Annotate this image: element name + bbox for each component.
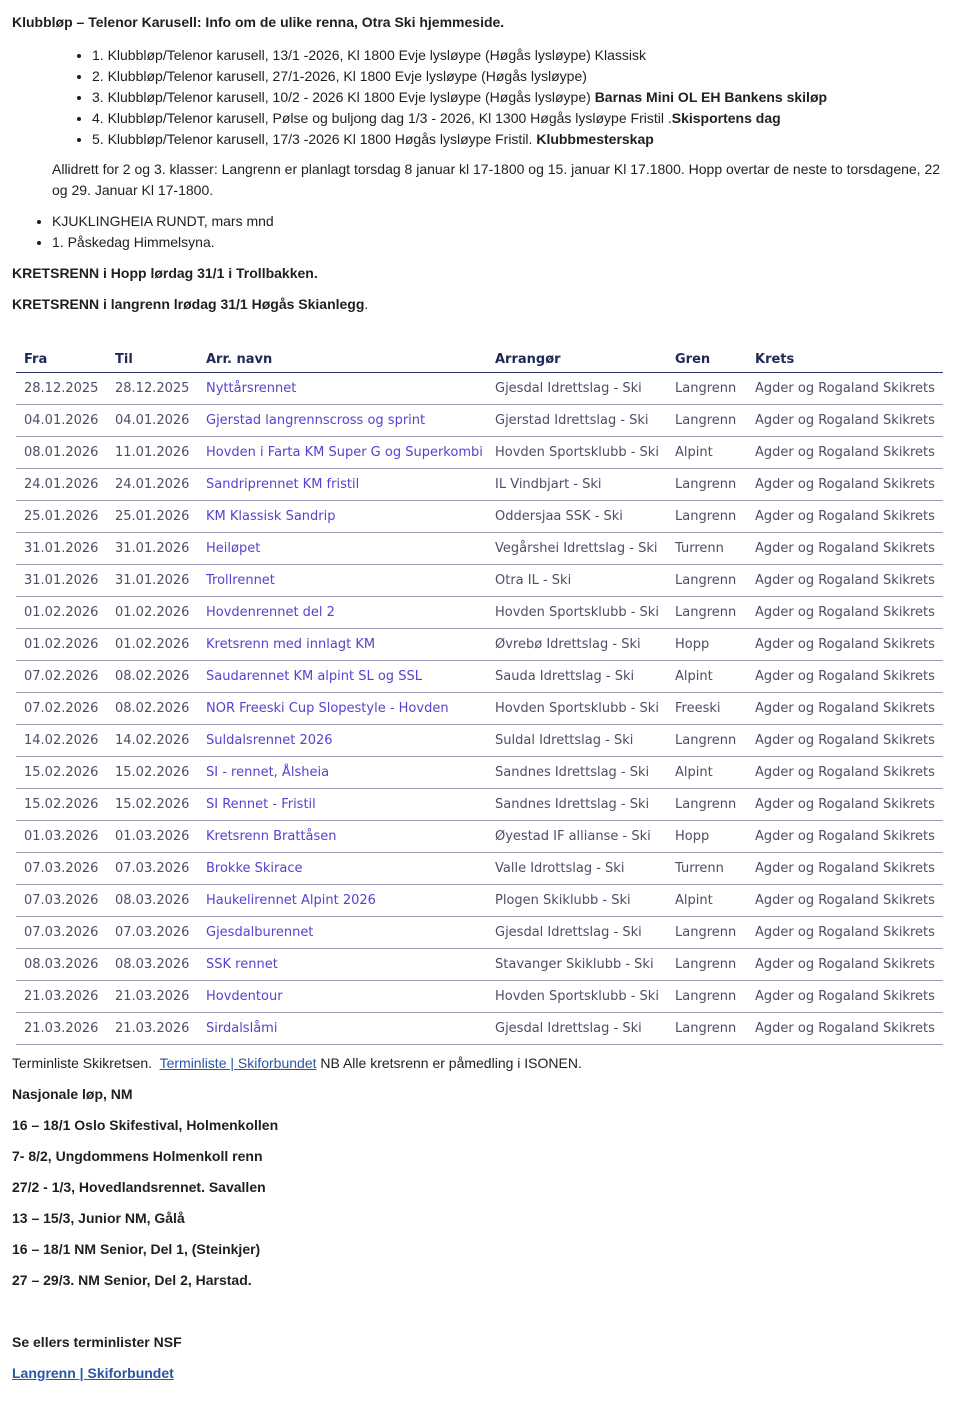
cell-event-name[interactable]: SSK rennet — [198, 949, 487, 981]
cell-event-name[interactable]: Hovdenrennet del 2 — [198, 597, 487, 629]
table-row — [16, 917, 943, 949]
kretsrenn-langrenn-end: . — [364, 296, 369, 312]
cell-fra: 01.03.2026 — [16, 821, 107, 853]
cell-gren: Langrenn — [667, 405, 747, 437]
cell-fra: 07.02.2026 — [16, 661, 107, 693]
cell-gren: Langrenn — [667, 949, 747, 981]
cell-fra: 15.02.2026 — [16, 757, 107, 789]
karusell-text: 1. Klubbløp/Telenor karusell, 13/1 -2026, Kl 1800 Evje lysløype (Høgås lysløype) Klassisk — [92, 47, 647, 63]
nasjonale-item: 16 – 18/1 NM Senior, Del 1, (Steinkjer) — [12, 1241, 261, 1257]
kretsrenn-hopp: KRETSRENN i Hopp lørdag 31/1 i Trollbakken. — [12, 265, 318, 281]
cell-krets: Agder og Rogaland Skikrets — [747, 789, 943, 821]
cell-arrangor: Gjesdal Idrettslag - Ski — [487, 917, 667, 949]
table-row — [16, 693, 943, 725]
terminliste-prefix: Terminliste Skikretsen. — [12, 1055, 153, 1071]
karusell-highlight: Skisportens dag — [671, 110, 781, 126]
cell-krets: Agder og Rogaland Skikrets — [747, 565, 943, 597]
cell-arrangor: Hovden Sportsklubb - Ski — [487, 693, 667, 725]
see-more-text: Se ellers terminlister NSF — [12, 1334, 182, 1350]
col-header-name[interactable]: Arr. navn — [198, 348, 487, 373]
nasjonale-item: 7- 8/2, Ungdommens Holmenkoll renn — [12, 1148, 263, 1164]
other-events-list — [52, 211, 274, 253]
cell-gren: Alpint — [667, 437, 747, 469]
cell-gren: Turrenn — [667, 533, 747, 565]
col-header-gren[interactable]: Gren — [667, 348, 747, 373]
cell-krets: Agder og Rogaland Skikrets — [747, 405, 943, 437]
table-row — [16, 373, 943, 405]
cell-fra: 01.02.2026 — [16, 597, 107, 629]
cell-gren: Langrenn — [667, 469, 747, 501]
col-header-fra[interactable]: Fra — [16, 348, 107, 373]
cell-til: 07.03.2026 — [107, 853, 198, 885]
cell-fra: 14.02.2026 — [16, 725, 107, 757]
cell-til: 04.01.2026 — [107, 405, 198, 437]
cell-til: 08.03.2026 — [107, 885, 198, 917]
events-table — [16, 348, 943, 1045]
cell-event-name[interactable]: SI - rennet, Ålsheia — [198, 757, 487, 789]
cell-fra: 31.01.2026 — [16, 565, 107, 597]
cell-arrangor: Gjesdal Idrettslag - Ski — [487, 373, 667, 405]
cell-krets: Agder og Rogaland Skikrets — [747, 725, 943, 757]
cell-gren: Hopp — [667, 629, 747, 661]
cell-krets: Agder og Rogaland Skikrets — [747, 373, 943, 405]
cell-arrangor: Øvrebø Idrettslag - Ski — [487, 629, 667, 661]
cell-fra: 25.01.2026 — [16, 501, 107, 533]
karusell-list — [92, 45, 827, 150]
table-row — [16, 981, 943, 1013]
cell-gren: Alpint — [667, 757, 747, 789]
cell-til: 28.12.2025 — [107, 373, 198, 405]
terminliste-link[interactable]: Terminliste | Skiforbundet — [159, 1055, 317, 1071]
cell-event-name[interactable]: Kretsrenn Brattåsen — [198, 821, 487, 853]
cell-gren: Freeski — [667, 693, 747, 725]
karusell-highlight: Klubbmesterskap — [536, 131, 654, 147]
cell-arrangor: Hovden Sportsklubb - Ski — [487, 597, 667, 629]
cell-krets: Agder og Rogaland Skikrets — [747, 597, 943, 629]
table-row — [16, 661, 943, 693]
cell-event-name[interactable]: Trollrennet — [198, 565, 487, 597]
cell-til: 01.03.2026 — [107, 821, 198, 853]
cell-arrangor: Vegårshei Idrettslag - Ski — [487, 533, 667, 565]
cell-fra: 21.03.2026 — [16, 981, 107, 1013]
allidrett-paragraph: Allidrett for 2 og 3. klasser: Langrenn er planlagt torsdag 8 januar kl 17-1800 og 15. januar Kl 17.1800. Hopp overtar de neste to torsdagene, 22 og 29. Januar Kl 17-1800. — [52, 161, 941, 198]
cell-event-name[interactable]: Gjerstad langrennscross og sprint — [198, 405, 487, 437]
cell-gren: Langrenn — [667, 565, 747, 597]
cell-event-name[interactable]: Suldalsrennet 2026 — [198, 725, 487, 757]
cell-krets: Agder og Rogaland Skikrets — [747, 661, 943, 693]
cell-arrangor: Otra IL - Ski — [487, 565, 667, 597]
cell-gren: Alpint — [667, 661, 747, 693]
cell-event-name[interactable]: Gjesdalburennet — [198, 917, 487, 949]
cell-fra: 31.01.2026 — [16, 533, 107, 565]
table-row — [16, 885, 943, 917]
col-header-arrangor[interactable]: Arrangør — [487, 348, 667, 373]
cell-arrangor: Stavanger Skiklubb - Ski — [487, 949, 667, 981]
kretsrenn-langrenn — [12, 296, 368, 312]
karusell-text: 2. Klubbløp/Telenor karusell, 27/1-2026, Kl 1800 Evje lysløype (Høgås lysløype) — [92, 68, 587, 84]
cell-arrangor: Suldal Idrettslag - Ski — [487, 725, 667, 757]
table-header-row — [16, 348, 943, 373]
table-row — [16, 501, 943, 533]
cell-arrangor: Hovden Sportsklubb - Ski — [487, 981, 667, 1013]
cell-arrangor: Sandnes Idrettslag - Ski — [487, 789, 667, 821]
karusell-text: 4. Klubbløp/Telenor karusell, Pølse og buljong dag 1/3 - 2026, Kl 1300 Høgås lysløype Fristil . — [92, 110, 672, 126]
cell-til: 01.02.2026 — [107, 597, 198, 629]
table-row — [16, 789, 943, 821]
table-row — [16, 405, 943, 437]
cell-gren: Langrenn — [667, 373, 747, 405]
cell-event-name[interactable]: Hovdentour — [198, 981, 487, 1013]
cell-gren: Langrenn — [667, 981, 747, 1013]
cell-krets: Agder og Rogaland Skikrets — [747, 949, 943, 981]
cell-arrangor: Gjesdal Idrettslag - Ski — [487, 1013, 667, 1045]
cell-til: 25.01.2026 — [107, 501, 198, 533]
cell-til: 31.01.2026 — [107, 565, 198, 597]
cell-event-name[interactable]: Hovden i Farta KM Super G og Superkombi — [198, 437, 487, 469]
table-row — [16, 949, 943, 981]
cell-til: 07.03.2026 — [107, 917, 198, 949]
cell-krets: Agder og Rogaland Skikrets — [747, 853, 943, 885]
cell-fra: 07.03.2026 — [16, 853, 107, 885]
col-header-krets[interactable]: Krets — [747, 348, 943, 373]
table-row — [16, 821, 943, 853]
cell-fra: 07.03.2026 — [16, 917, 107, 949]
cell-til: 31.01.2026 — [107, 533, 198, 565]
cell-gren: Langrenn — [667, 501, 747, 533]
cell-til: 11.01.2026 — [107, 437, 198, 469]
cell-gren: Hopp — [667, 821, 747, 853]
cell-event-name[interactable]: SI Rennet - Fristil — [198, 789, 487, 821]
nasjonale-title: Nasjonale løp, NM — [12, 1086, 133, 1102]
cell-fra: 21.03.2026 — [16, 1013, 107, 1045]
table-row — [16, 1013, 943, 1045]
list-item — [92, 108, 827, 129]
cell-arrangor: Valle Idrottslag - Ski — [487, 853, 667, 885]
cell-arrangor: Oddersjaa SSK - Ski — [487, 501, 667, 533]
page-title: Klubbløp – Telenor Karusell: Info om de ulike renna, Otra Ski hjemmeside. — [12, 14, 505, 30]
cell-krets: Agder og Rogaland Skikrets — [747, 533, 943, 565]
terminliste-suffix: NB Alle kretsrenn er påmedling i ISONEN. — [316, 1055, 582, 1071]
nasjonale-item: 27 – 29/3. NM Senior, Del 2, Harstad. — [12, 1272, 252, 1288]
cell-fra: 15.02.2026 — [16, 789, 107, 821]
cell-gren: Langrenn — [667, 917, 747, 949]
cell-arrangor: Hovden Sportsklubb - Ski — [487, 437, 667, 469]
nasjonale-item: 27/2 - 1/3, Hovedlandsrennet. Savallen — [12, 1179, 266, 1195]
terminliste-line — [12, 1055, 582, 1071]
langrenn-link[interactable]: Langrenn | Skiforbundet — [12, 1365, 174, 1381]
cell-krets: Agder og Rogaland Skikrets — [747, 437, 943, 469]
cell-event-name[interactable]: NOR Freeski Cup Slopestyle - Hovden — [198, 693, 487, 725]
cell-event-name[interactable]: Sirdalslåmi — [198, 1013, 487, 1045]
cell-gren: Langrenn — [667, 597, 747, 629]
cell-krets: Agder og Rogaland Skikrets — [747, 693, 943, 725]
cell-event-name[interactable]: Brokke Skirace — [198, 853, 487, 885]
cell-krets: Agder og Rogaland Skikrets — [747, 885, 943, 917]
cell-event-name[interactable]: Kretsrenn med innlagt KM — [198, 629, 487, 661]
cell-krets: Agder og Rogaland Skikrets — [747, 757, 943, 789]
karusell-text: 5. Klubbløp/Telenor karusell, 17/3 -2026 Kl 1800 Høgås lysløype Fristil. — [92, 131, 537, 147]
nasjonale-item: 16 – 18/1 Oslo Skifestival, Holmenkollen — [12, 1117, 279, 1133]
cell-gren: Turrenn — [667, 853, 747, 885]
cell-arrangor: Sandnes Idrettslag - Ski — [487, 757, 667, 789]
karusell-highlight: Barnas Mini OL EH Bankens skiløp — [594, 89, 828, 105]
cell-gren: Alpint — [667, 885, 747, 917]
cell-fra: 04.01.2026 — [16, 405, 107, 437]
cell-krets: Agder og Rogaland Skikrets — [747, 917, 943, 949]
cell-event-name[interactable]: Nyttårsrennet — [198, 373, 487, 405]
cell-til: 08.03.2026 — [107, 949, 198, 981]
cell-event-name[interactable]: Saudarennet KM alpint SL og SSL — [198, 661, 487, 693]
table-row — [16, 469, 943, 501]
cell-krets: Agder og Rogaland Skikrets — [747, 501, 943, 533]
table-row — [16, 597, 943, 629]
cell-til: 08.02.2026 — [107, 693, 198, 725]
table-row — [16, 437, 943, 469]
cell-til: 14.02.2026 — [107, 725, 198, 757]
cell-event-name[interactable]: Sandriprennet KM fristil — [198, 469, 487, 501]
cell-arrangor: Sauda Idrettslag - Ski — [487, 661, 667, 693]
cell-event-name[interactable]: KM Klassisk Sandrip — [198, 501, 487, 533]
cell-fra: 08.01.2026 — [16, 437, 107, 469]
list-item — [92, 87, 827, 108]
cell-krets: Agder og Rogaland Skikrets — [747, 629, 943, 661]
cell-til: 15.02.2026 — [107, 789, 198, 821]
cell-til: 08.02.2026 — [107, 661, 198, 693]
cell-fra: 08.03.2026 — [16, 949, 107, 981]
cell-fra: 28.12.2025 — [16, 373, 107, 405]
cell-krets: Agder og Rogaland Skikrets — [747, 469, 943, 501]
cell-krets: Agder og Rogaland Skikrets — [747, 821, 943, 853]
table-row — [16, 853, 943, 885]
cell-fra: 01.02.2026 — [16, 629, 107, 661]
cell-gren: Langrenn — [667, 725, 747, 757]
cell-fra: 24.01.2026 — [16, 469, 107, 501]
table-row — [16, 533, 943, 565]
cell-krets: Agder og Rogaland Skikrets — [747, 1013, 943, 1045]
list-item: • KJUKLINGHEIA RUNDT, mars mnd — [52, 211, 274, 232]
karusell-text: 3. Klubbløp/Telenor karusell, 10/2 - 2026 Kl 1800 Evje lysløype (Høgås lysløype) — [92, 89, 595, 105]
list-item — [92, 66, 827, 87]
kretsrenn-langrenn-text: KRETSRENN i langrenn lrødag 31/1 Høgås Skianlegg — [12, 296, 365, 312]
table-row — [16, 629, 943, 661]
col-header-til[interactable]: Til — [107, 348, 198, 373]
table-row — [16, 565, 943, 597]
list-item: • 1. Påskedag Himmelsyna. — [52, 232, 274, 253]
cell-gren: Langrenn — [667, 1013, 747, 1045]
cell-til: 21.03.2026 — [107, 981, 198, 1013]
cell-til: 01.02.2026 — [107, 629, 198, 661]
cell-arrangor: Gjerstad Idrettslag - Ski — [487, 405, 667, 437]
cell-til: 21.03.2026 — [107, 1013, 198, 1045]
table-row — [16, 725, 943, 757]
cell-arrangor: Plogen Skiklubb - Ski — [487, 885, 667, 917]
cell-arrangor: IL Vindbjart - Ski — [487, 469, 667, 501]
cell-event-name[interactable]: Heiløpet — [198, 533, 487, 565]
cell-event-name[interactable]: Haukelirennet Alpint 2026 — [198, 885, 487, 917]
cell-gren: Langrenn — [667, 789, 747, 821]
list-item — [92, 45, 827, 66]
cell-fra: 07.02.2026 — [16, 693, 107, 725]
cell-til: 24.01.2026 — [107, 469, 198, 501]
cell-krets: Agder og Rogaland Skikrets — [747, 981, 943, 1013]
table-row — [16, 757, 943, 789]
list-item — [92, 129, 827, 150]
nasjonale-item: 13 – 15/3, Junior NM, Gålå — [12, 1210, 185, 1226]
cell-fra: 07.03.2026 — [16, 885, 107, 917]
cell-til: 15.02.2026 — [107, 757, 198, 789]
cell-arrangor: Øyestad IF allianse - Ski — [487, 821, 667, 853]
